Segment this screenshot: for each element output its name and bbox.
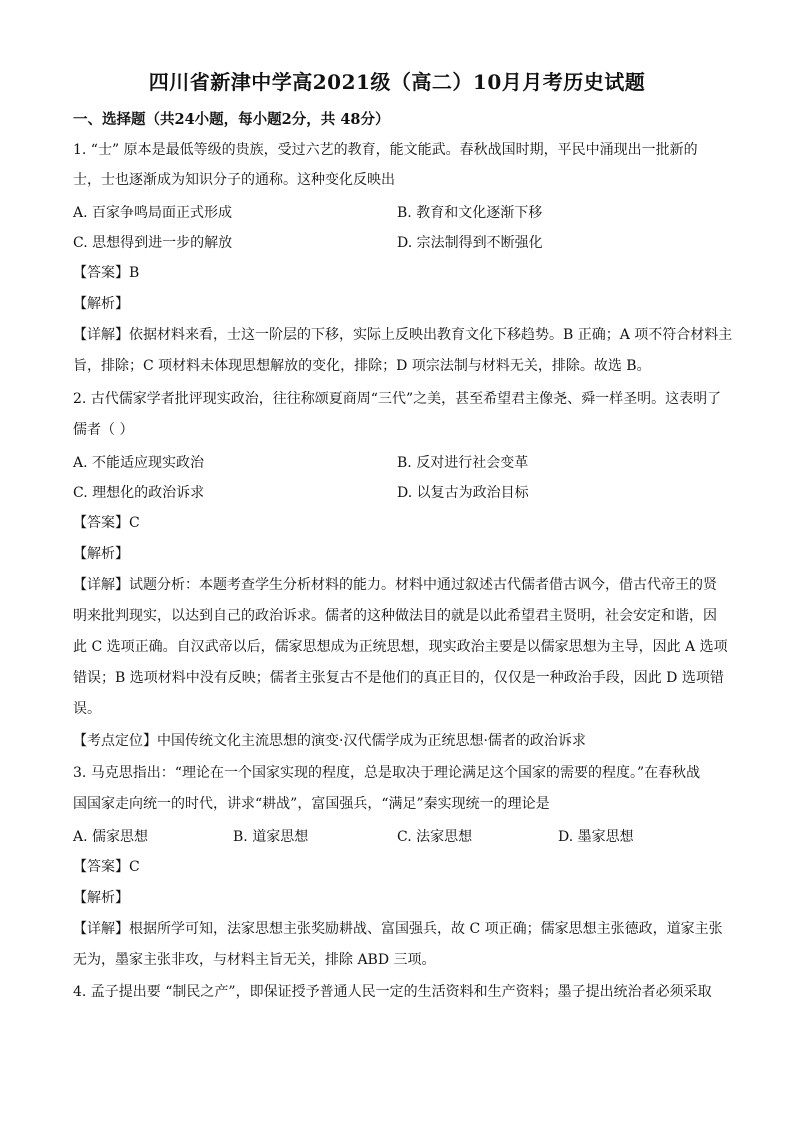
q3-analysis-label: 【解析】 (73, 890, 129, 906)
section-heading: 一、选择题（共24小题，每小题2分，共 48分） (73, 111, 390, 128)
q1-detail-line1: 【详解】依据材料来看，士这一阶层的下移，实际上反映出教育文化下移趋势。B 正确；A 项不符合材料主 (73, 327, 733, 343)
q2-detail-line2: 明来批判现实，以达到自己的政治诉求。儒者的这种做法目的就是以此希望君主贤明，社会安定和谐，因 (73, 608, 717, 624)
q1-analysis-label: 【解析】 (73, 296, 129, 312)
q2-detail-line4: 错误；B 选项材料中没有反映；儒者主张复古不是他们的真正目的，仅仅是一种政治手段，因此 D 选项错 (73, 670, 724, 686)
q1-detail-line2: 旨，排除；C 项材料未体现思想解放的变化，排除；D 项宗法制与材料无关，排除。故选 B。 (73, 358, 651, 374)
q2-stem-line2: 儒者（ ） (73, 422, 134, 438)
q3-answer: 【答案】C (73, 859, 140, 875)
q1-option-d: D. 宗法制得到不断强化 (397, 235, 543, 251)
q3-option-b: B. 道家思想 (233, 829, 309, 845)
q1-stem-line1: 1. “士” 原本是最低等级的贵族，受过六艺的教育，能文能武。春秋战国时期，平民中涌现出一批新的 (73, 142, 698, 158)
q2-detail-line3: 此 C 选项正确。自汉武帝以后，儒家思想成为正统思想，现实政治主要是以儒家思想为主导，因此 A 选项 (73, 639, 728, 655)
q3-detail-line1: 【详解】根据所学可知，法家思想主张奖励耕战、富国强兵，故 C 项正确；儒家思想主张德政，道家主张 (73, 921, 723, 937)
q1-answer: 【答案】B (73, 265, 140, 281)
q3-detail-line2: 无为，墨家主张非攻，与材料主旨无关，排除 ABD 三项。 (73, 952, 436, 968)
q2-option-b: B. 反对进行社会变革 (397, 455, 529, 471)
q2-detail-line1: 【详解】试题分析：本题考查学生分析材料的能力。材料中通过叙述古代儒者借古讽今，借古代帝王的贤 (73, 577, 717, 593)
q2-option-d: D. 以复古为政治目标 (397, 485, 529, 501)
q2-analysis-label: 【解析】 (73, 546, 129, 562)
q1-option-b: B. 教育和文化逐渐下移 (397, 205, 543, 221)
q4-stem-line1: 4. 孟子提出要 “制民之产”，即保证授予普通人民一定的生活资料和生产资料；墨子提出统治者必须采取 (73, 984, 712, 1000)
q1-option-a: A. 百家争鸣局面正式形成 (73, 205, 233, 221)
q2-detail-line5: 误。 (73, 701, 101, 717)
q3-option-a: A. 儒家思想 (73, 829, 149, 845)
q2-stem-line1: 2. 古代儒家学者批评现实政治，往往称颂夏商周“三代”之美，甚至希望君主像尧、舜一样圣明。这表明了 (73, 391, 722, 407)
q1-stem-line2: 士，士也逐渐成为知识分子的通称。这种变化反映出 (73, 172, 395, 188)
q3-stem-line2: 国国家走向统一的时代，讲求“耕战”，富国强兵，“满足”秦实现统一的理论是 (73, 796, 550, 812)
q3-stem-line1: 3. 马克思指出：“理论在一个国家实现的程度，总是取决于理论满足这个国家的需要的程度。”在春秋战 (73, 765, 701, 781)
q3-option-c: C. 法家思想 (397, 829, 473, 845)
q2-option-c: C. 理想化的政治诉求 (73, 485, 205, 501)
page-title: 四川省新津中学高2021级（高二）10月月考历史试题 (148, 70, 646, 94)
q2-option-a: A. 不能适应现实政治 (73, 455, 205, 471)
q2-kaodian: 【考点定位】中国传统文化主流思想的演变·汉代儒学成为正统思想·儒者的政治诉求 (73, 733, 586, 749)
q1-option-c: C. 思想得到进一步的解放 (73, 235, 233, 251)
q2-answer: 【答案】C (73, 515, 140, 531)
q3-option-d: D. 墨家思想 (558, 829, 634, 845)
